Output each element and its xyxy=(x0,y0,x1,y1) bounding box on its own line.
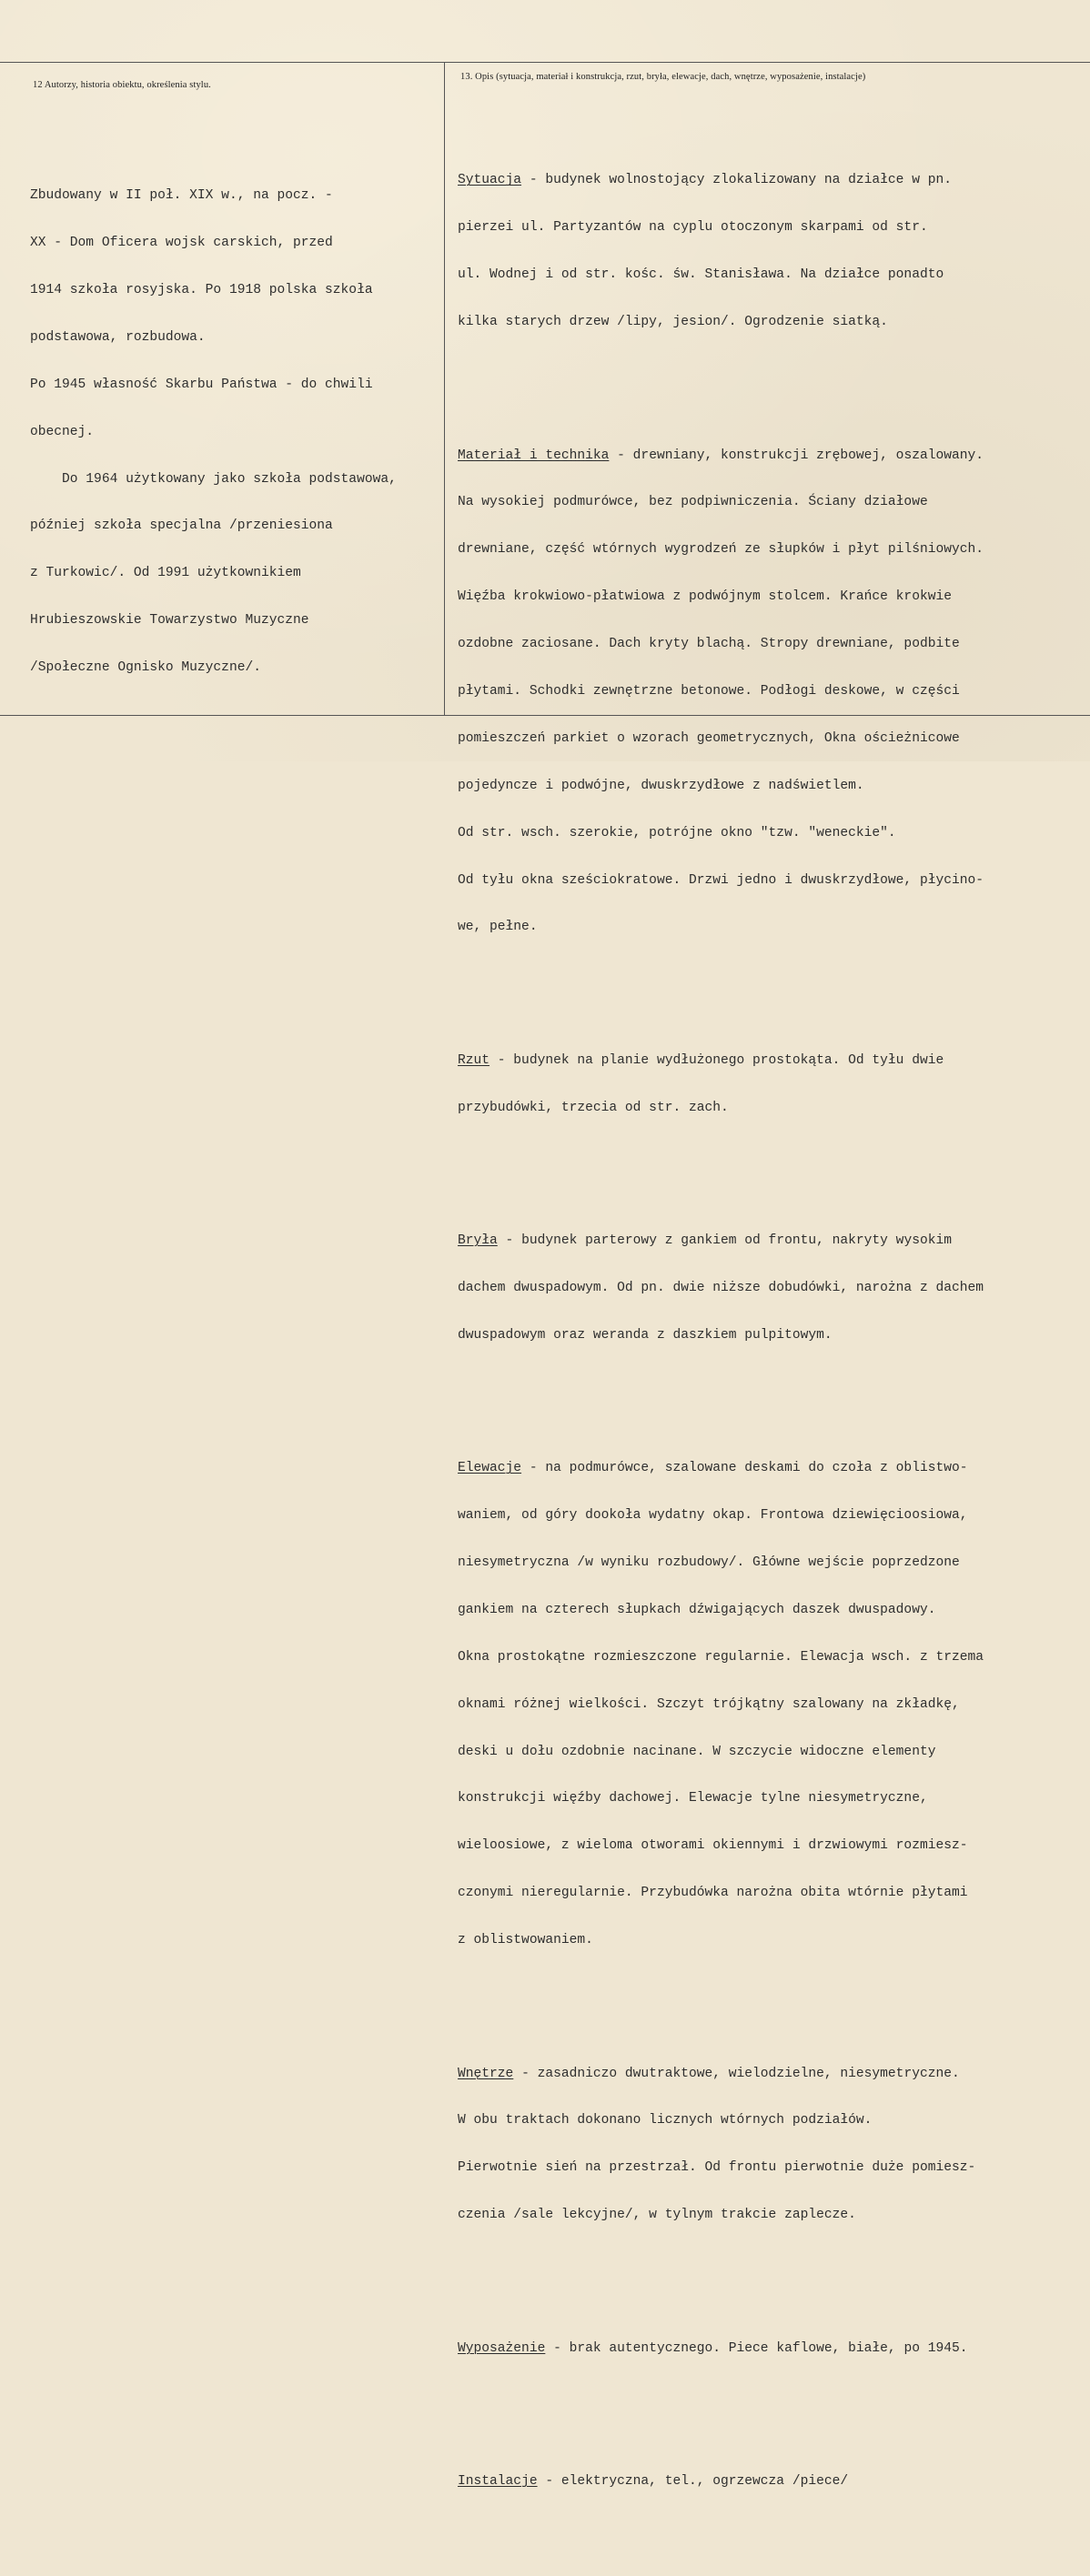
section-first-line xyxy=(458,448,984,464)
section-line-text: - budynek wolnostojący zlokalizowany na działce w pn. xyxy=(521,173,952,188)
section-line: dwuspadowym oraz weranda z daszkiem pulpitowym. xyxy=(458,1327,833,1343)
history-line: podstawowa, rozbudowa. xyxy=(30,329,206,345)
section-keyword: Elewacje xyxy=(458,1461,522,1476)
section-first-line xyxy=(458,2067,984,2082)
section-line-text: - elektryczna, tel., ogrzewcza /piece/ xyxy=(537,2473,849,2489)
section-line: pierzei ul. Partyzantów na cyplu otoczonym skarpami od str. xyxy=(458,220,928,236)
section-sytuacja xyxy=(458,142,984,362)
section-line: przybudówki, trzecia od str. zach. xyxy=(458,1100,729,1115)
section-wnetrze xyxy=(458,2035,984,2255)
right-column-text xyxy=(458,95,984,2576)
history-line: Hrubieszowskie Towarzystwo Muzyczne xyxy=(30,613,309,629)
section-instalacje xyxy=(458,2442,984,2521)
section-line: pojedyncze i podwójne, dwuskrzydłowe z nadświetlem. xyxy=(458,778,864,793)
section-line: W obu traktach dokonano licznych wtórnych podziałów. xyxy=(458,2113,873,2128)
section-line: Na wysokiej podmurówce, bez podpiwniczenia. Ściany działowe xyxy=(458,495,928,510)
section-rzut xyxy=(458,1021,984,1147)
section-line: czenia /sale lekcyjne/, w tylnym trakcie zaplecze. xyxy=(458,2208,856,2223)
section-elewacje xyxy=(458,1430,984,1980)
section-line: Pierwotnie sień na przestrzał. Od frontu pierwotnie duże pomiesz- xyxy=(458,2160,976,2176)
section-line-text: - brak autentycznego. Piece kaflowe, białe, po 1945. xyxy=(545,2340,968,2356)
section-keyword: Wnętrze xyxy=(458,2066,514,2081)
history-line: obecnej. xyxy=(30,424,95,439)
section-line: czonymi nieregularnie. Przybudówka narożna obita wtórnie płytami xyxy=(458,1886,968,1901)
section-line: dachem dwuspadowym. Od pn. dwie niższe dobudówki, narożna z dachem xyxy=(458,1280,984,1295)
section-line-text: - zasadniczo dwutraktowe, wielodzielne, niesymetryczne. xyxy=(513,2066,960,2081)
section-first-line xyxy=(458,1053,984,1069)
history-line: XX - Dom Oficera wojsk carskich, przed xyxy=(30,236,333,251)
history-line: z Turkowic/. Od 1991 użytkownikiem xyxy=(30,566,301,581)
left-column-header: 12 Autorzy, historia obiektu, określenia stylu. xyxy=(33,80,211,90)
section-line: we, pełne. xyxy=(458,920,538,935)
section-line: niesymetryczna /w wyniku rozbudowy/. Główne wejście poprzedzone xyxy=(458,1555,960,1571)
section-material xyxy=(458,417,984,967)
section-line: ul. Wodnej i od str. kośc. św. Stanisława. Na działce ponadto xyxy=(458,267,944,283)
section-line: płytami. Schodki zewnętrzne betonowe. Podłogi deskowe, w części xyxy=(458,683,960,699)
section-keyword: Wyposażenie xyxy=(458,2340,546,2356)
history-line: /Społeczne Ognisko Muzyczne/. xyxy=(30,660,261,676)
history-line: 1914 szkoła rosyjska. Po 1918 polska szkoła xyxy=(30,282,373,297)
history-paragraph xyxy=(30,157,397,708)
section-line: drewniane, część wtórnych wygrodzeń ze słupków i płyt pilśniowych. xyxy=(458,542,984,558)
section-first-line xyxy=(458,2474,984,2490)
section-line: kilka starych drzew /lipy, jesion/. Ogrodzenie siatką. xyxy=(458,315,888,330)
section-line: Od str. wsch. szerokie, potrójne okno "tzw. "weneckie". xyxy=(458,825,896,840)
section-line: konstrukcji więźby dachowej. Elewacje tylne niesymetryczne, xyxy=(458,1791,928,1806)
section-first-line xyxy=(458,173,984,188)
section-keyword: Bryła xyxy=(458,1233,498,1249)
history-line: Zbudowany w II poł. XIX w., na pocz. - xyxy=(30,188,333,204)
history-line: później szkoła specjalna /przeniesiona xyxy=(30,518,333,534)
section-keyword: Sytuacja xyxy=(458,173,522,188)
history-line: Do 1964 użytkowany jako szkoła podstawowa, xyxy=(30,471,397,487)
section-first-line xyxy=(458,2341,984,2357)
section-line: Okna prostokątne rozmieszczone regularnie. Elewacja wsch. z trzema xyxy=(458,1649,984,1665)
section-line: oknami różnej wielkości. Szczyt trójkątny szalowany na zkładkę, xyxy=(458,1696,960,1712)
section-line: Od tyłu okna sześciokratowe. Drzwi jedno i dwuskrzydłowe, płycino- xyxy=(458,872,984,888)
section-line-text: - na podmurówce, szalowane deskami do czoła z oblistwo- xyxy=(521,1461,968,1476)
top-divider-line xyxy=(0,62,1090,63)
section-keyword: Materiał i technika xyxy=(458,448,610,463)
section-line: pomieszczeń parkiet o wzorach geometrycznych, Okna ościeżnicowe xyxy=(458,730,960,746)
section-first-line xyxy=(458,1233,984,1249)
right-column-header: 13. Opis (sytuacja, materiał i konstrukcja, rzut, bryła, elewacje, dach, wnętrze, wyposażenie, instalacje) xyxy=(460,72,866,82)
section-line-text: - drewniany, konstrukcji zrębowej, oszalowany. xyxy=(609,448,984,463)
section-line: z oblistwowaniem. xyxy=(458,1933,593,1948)
section-line: wieloosiowe, z wieloma otworami okiennymi i drzwiowymi rozmiesz- xyxy=(458,1838,968,1854)
section-line-text: - budynek na planie wydłużonego prostokąta. Od tyłu dwie xyxy=(489,1052,944,1068)
section-line-text: - budynek parterowy z gankiem od frontu, nakryty wysokim xyxy=(497,1233,952,1249)
history-line: Po 1945 własność Skarbu Państwa - do chwili xyxy=(30,377,373,392)
section-first-line xyxy=(458,1461,984,1476)
left-column-text xyxy=(30,126,397,747)
section-keyword: Instalacje xyxy=(458,2473,538,2489)
section-line: Więźba krokwiowo-płatwiowa z podwójnym stolcem. Krańce krokwie xyxy=(458,589,952,605)
section-line: deski u dołu ozdobnie nacinane. W szczycie widoczne elementy xyxy=(458,1744,936,1759)
section-keyword: Rzut xyxy=(458,1052,490,1068)
section-line: waniem, od góry dookoła wydatny okap. Frontowa dziewięcioosiowa, xyxy=(458,1508,968,1524)
column-divider-line xyxy=(444,62,445,715)
section-wyposazenie xyxy=(458,2309,984,2388)
section-line: gankiem na czterech słupkach dźwigających daszek dwuspadowy. xyxy=(458,1602,936,1617)
section-line: ozdobne zaciosane. Dach kryty blachą. Stropy drewniane, podbite xyxy=(458,637,960,652)
section-bryla xyxy=(458,1202,984,1374)
